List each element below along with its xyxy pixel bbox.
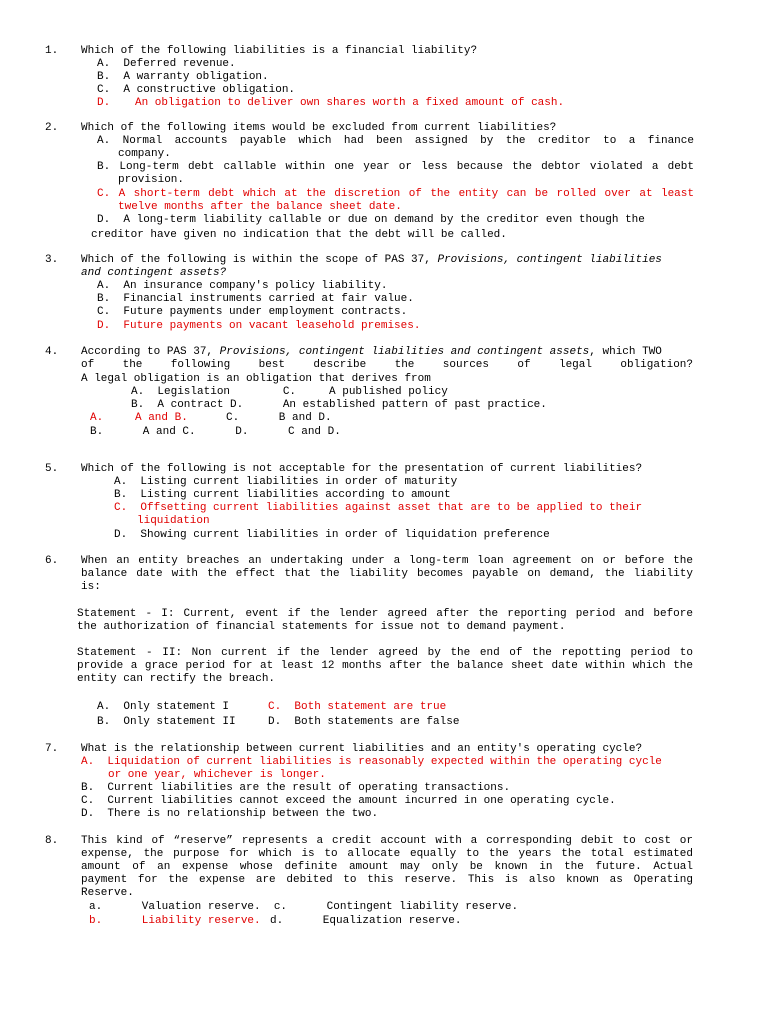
q5-option-b: B. Listing current liabilities according to amount bbox=[114, 489, 451, 501]
q8-stem-line2: expense, the purpose for which is to allocate equally to the years the total estimated bbox=[81, 848, 693, 860]
q1-option-c: C. A constructive obligation. bbox=[97, 84, 296, 96]
q3-stem-title: Provisions, contingent liabilities bbox=[437, 254, 662, 266]
q7-option-d: D. There is no relationship between the two. bbox=[81, 808, 379, 820]
q2-option-d-cont: creditor have given no indication that the debt will be called. bbox=[91, 229, 507, 241]
q6-stem-line3: is: bbox=[81, 581, 101, 593]
q4-choices-row1: A. Legislation C. A published policy bbox=[131, 386, 448, 398]
q1-option-a: A. Deferred revenue. bbox=[97, 58, 236, 70]
q8-stem-line3: amount of an expense whose definite amount may only be known in the future. Actual bbox=[81, 861, 693, 873]
q2-stem: Which of the following items would be excluded from current liabilities? bbox=[81, 122, 557, 134]
q2-option-b: B. Long-term debt callable within one year or less because the debtor violated a debt bbox=[97, 161, 694, 173]
q2-option-a-cont: company. bbox=[118, 148, 171, 160]
q4-option-a-letter: A. bbox=[90, 412, 104, 424]
q6-statement-2: Statement - II: Non current if the lender agreed by the end of the repotting period to bbox=[77, 647, 693, 659]
q5-option-c-cont: liquidation bbox=[137, 515, 210, 527]
q5-option-d: D. Showing current liabilities in order of liquidation preference bbox=[114, 529, 550, 541]
q7-option-a-answer: A. Liquidation of current liabilities is reasonably expected within the operating cycle bbox=[81, 756, 662, 768]
q3-stem-text: Which of the following is within the scope of PAS 37, bbox=[81, 254, 438, 266]
q3-option-c: C. Future payments under employment contracts. bbox=[97, 306, 408, 318]
q5-stem: Which of the following is not acceptable for the presentation of current liabilities? bbox=[81, 463, 643, 475]
q1-number: 1. bbox=[45, 45, 59, 57]
q2-number: 2. bbox=[45, 122, 59, 134]
q6-number: 6. bbox=[45, 555, 59, 567]
q3-stem-line1 bbox=[81, 254, 662, 267]
q6-option-b: B. Only statement II bbox=[97, 716, 236, 728]
q5-option-c-answer: C. Offsetting current liabilities against asset that are to be applied to their bbox=[114, 502, 643, 514]
q4-stem-text: According to PAS 37, bbox=[81, 346, 220, 358]
q3-stem-line2 bbox=[81, 267, 226, 280]
q2-option-a: A. Normal accounts payable which had been assigned by the creditor to a finance bbox=[97, 135, 694, 147]
q6-statement-1: Statement - I: Current, event if the lender agreed after the reporting period and before bbox=[77, 608, 693, 620]
q6-statement-2-cont: provide a grace period for at least 12 months after the balance sheet date within which the bbox=[77, 660, 693, 672]
q5-option-a: A. Listing current liabilities in order of maturity bbox=[114, 476, 458, 488]
q3-number: 3. bbox=[45, 254, 59, 266]
q8-options-row1: a. Valuation reserve. c. Contingent liability reserve. bbox=[89, 901, 519, 913]
q5-number: 5. bbox=[45, 463, 59, 475]
q3-option-d-answer: D. Future payments on vacant leasehold premises. bbox=[97, 320, 421, 332]
q4-stem-line2: of the following best describe the sources of legal obligation? bbox=[81, 359, 693, 371]
q4-options-row2: B. A and C. D. C and D. bbox=[90, 426, 341, 438]
q2-option-b-cont: provision. bbox=[118, 174, 185, 186]
q4-stem-line3: A legal obligation is an obligation that derives from bbox=[81, 373, 431, 385]
q1-stem: Which of the following liabilities is a financial liability? bbox=[81, 45, 478, 57]
q6-stem-line2: balance date with the effect that the liability becomes payable on demand, the liability bbox=[81, 568, 693, 580]
q8-stem-line4: payment for the expense are debited to this reserve. This is also known as Operating bbox=[81, 874, 693, 886]
q4-option-a-answer: A and B. bbox=[135, 412, 188, 424]
q7-number: 7. bbox=[45, 743, 59, 755]
q1-option-d-answer: An obligation to deliver own shares worth a fixed amount of cash. bbox=[135, 97, 565, 109]
q7-option-b: B. Current liabilities are the result of operating transactions. bbox=[81, 782, 511, 794]
q3-option-b: B. Financial instruments carried at fair value. bbox=[97, 293, 414, 305]
q7-option-c: C. Current liabilities cannot exceed the amount incurred in one operating cycle. bbox=[81, 795, 616, 807]
q2-option-c-answer: C. A short-term debt which at the discretion of the entity can be rolled over at least bbox=[97, 188, 694, 200]
q8-number: 8. bbox=[45, 835, 59, 847]
q8-option-b-answer: b. Liability reserve. bbox=[89, 915, 261, 927]
q6-statement-2-end: entity can rectify the breach. bbox=[77, 673, 276, 685]
q7-stem: What is the relationship between current liabilities and an entity's operating cycle? bbox=[81, 743, 643, 755]
q6-option-d: D. Both statements are false bbox=[268, 716, 460, 728]
q4-stem-title: Provisions, contingent liabilities and contingent assets bbox=[219, 346, 590, 358]
q4-option-c: C. B and D. bbox=[226, 412, 332, 424]
q1-option-b: B. A warranty obligation. bbox=[97, 71, 269, 83]
q2-option-d: D. A long-term liability callable or due on demand by the creditor even though the bbox=[97, 214, 645, 226]
q7-option-a-cont: or one year, whichever is longer. bbox=[108, 769, 326, 781]
q6-stem-line1: When an entity breaches an undertaking under a long-term loan agreement on or before the bbox=[81, 555, 693, 567]
q4-stem-line1 bbox=[81, 346, 662, 359]
q4-choices-row2: B. A contract D. An established pattern of past practice. bbox=[131, 399, 547, 411]
q3-option-a: A. An insurance company's policy liability. bbox=[97, 280, 388, 292]
q4-number: 4. bbox=[45, 346, 59, 358]
q4-stem-text-end: , which TWO bbox=[589, 346, 662, 358]
q6-option-c-answer: C. Both statement are true bbox=[268, 701, 447, 713]
q6-option-a: A. Only statement I bbox=[97, 701, 230, 713]
q8-option-d: d. Equalization reserve. bbox=[270, 915, 462, 927]
q3-stem-title-cont: and contingent assets? bbox=[81, 267, 227, 279]
q8-stem-line5: Reserve. bbox=[81, 887, 134, 899]
q2-option-c-cont: twelve months after the balance sheet date. bbox=[118, 201, 402, 213]
q8-stem-line1: This kind of “reserve” represents a credit account with a corresponding debit to cost or bbox=[81, 835, 693, 847]
q6-statement-1-cont: the authorization of financial statements for issue not to demand payment. bbox=[77, 621, 566, 633]
q1-option-d-letter: D. bbox=[97, 97, 111, 109]
